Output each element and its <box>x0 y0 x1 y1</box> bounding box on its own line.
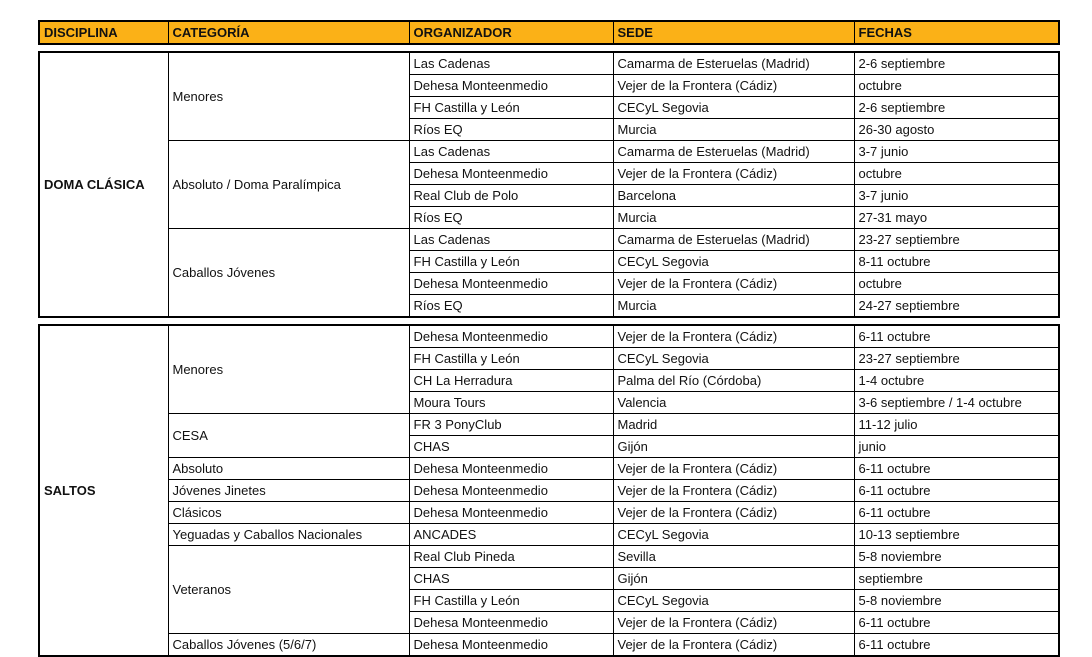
sede-cell: Vejer de la Frontera (Cádiz) <box>613 634 854 657</box>
table-header-row <box>38 20 1060 45</box>
table-row <box>39 52 1059 75</box>
col-header-sede: SEDE <box>613 21 854 44</box>
fechas-cell: 26-30 agosto <box>854 119 1059 141</box>
sede-cell: Palma del Río (Córdoba) <box>613 370 854 392</box>
fechas-cell: 3-6 septiembre / 1-4 octubre <box>854 392 1059 414</box>
sede-cell: Valencia <box>613 392 854 414</box>
organizador-cell: Ríos EQ <box>409 295 613 318</box>
sede-cell: CECyL Segovia <box>613 97 854 119</box>
fechas-cell: 11-12 julio <box>854 414 1059 436</box>
fechas-cell: octubre <box>854 75 1059 97</box>
discipline-block-doma-clasica <box>38 51 1060 318</box>
sede-cell: Vejer de la Frontera (Cádiz) <box>613 273 854 295</box>
sede-cell: Vejer de la Frontera (Cádiz) <box>613 325 854 348</box>
fechas-cell: 6-11 octubre <box>854 634 1059 657</box>
table-row <box>39 502 1059 524</box>
organizador-cell: Real Club Pineda <box>409 546 613 568</box>
sede-cell: Murcia <box>613 295 854 318</box>
fechas-cell: 6-11 octubre <box>854 480 1059 502</box>
sede-cell: Gijón <box>613 436 854 458</box>
organizador-cell: FR 3 PonyClub <box>409 414 613 436</box>
fechas-cell: 2-6 septiembre <box>854 97 1059 119</box>
organizador-cell: Moura Tours <box>409 392 613 414</box>
sede-cell: Camarma de Esteruelas (Madrid) <box>613 141 854 163</box>
fechas-cell: 10-13 septiembre <box>854 524 1059 546</box>
sede-cell: Vejer de la Frontera (Cádiz) <box>613 612 854 634</box>
organizador-cell: FH Castilla y León <box>409 97 613 119</box>
organizador-cell: Dehesa Monteenmedio <box>409 458 613 480</box>
table-row <box>39 229 1059 251</box>
table-row <box>39 480 1059 502</box>
table-row <box>39 546 1059 568</box>
disciplina-cell: SALTOS <box>39 325 168 656</box>
fechas-cell: septiembre <box>854 568 1059 590</box>
organizador-cell: FH Castilla y León <box>409 251 613 273</box>
organizador-cell: Las Cadenas <box>409 141 613 163</box>
categoria-cell: Absoluto / Doma Paralímpica <box>168 141 409 229</box>
categoria-cell: CESA <box>168 414 409 458</box>
organizador-cell: Dehesa Monteenmedio <box>409 612 613 634</box>
organizador-cell: CHAS <box>409 436 613 458</box>
table-row <box>39 524 1059 546</box>
table-row <box>39 634 1059 657</box>
organizador-cell: Ríos EQ <box>409 207 613 229</box>
sede-cell: Madrid <box>613 414 854 436</box>
col-header-organizador: ORGANIZADOR <box>409 21 613 44</box>
fechas-cell: 5-8 noviembre <box>854 546 1059 568</box>
organizador-cell: Dehesa Monteenmedio <box>409 75 613 97</box>
sede-cell: Vejer de la Frontera (Cádiz) <box>613 163 854 185</box>
sede-cell: Sevilla <box>613 546 854 568</box>
sede-cell: Murcia <box>613 207 854 229</box>
disciplina-cell: DOMA CLÁSICA <box>39 52 168 317</box>
organizador-cell: Dehesa Monteenmedio <box>409 325 613 348</box>
fechas-cell: 5-8 noviembre <box>854 590 1059 612</box>
fechas-cell: octubre <box>854 273 1059 295</box>
fechas-cell: 2-6 septiembre <box>854 52 1059 75</box>
sede-cell: Murcia <box>613 119 854 141</box>
fechas-cell: junio <box>854 436 1059 458</box>
sede-cell: CECyL Segovia <box>613 590 854 612</box>
fechas-cell: 6-11 octubre <box>854 325 1059 348</box>
sede-cell: Barcelona <box>613 185 854 207</box>
fechas-cell: 3-7 junio <box>854 141 1059 163</box>
fechas-cell: 6-11 octubre <box>854 458 1059 480</box>
discipline-block-saltos <box>38 324 1060 657</box>
header-row <box>39 21 1059 44</box>
organizador-cell: CHAS <box>409 568 613 590</box>
fechas-cell: 23-27 septiembre <box>854 348 1059 370</box>
categoria-cell: Menores <box>168 52 409 141</box>
organizador-cell: Dehesa Monteenmedio <box>409 634 613 657</box>
sede-cell: Camarma de Esteruelas (Madrid) <box>613 52 854 75</box>
sede-cell: CECyL Segovia <box>613 348 854 370</box>
organizador-cell: Las Cadenas <box>409 229 613 251</box>
discipline-blocks <box>38 51 1058 657</box>
table-row <box>39 141 1059 163</box>
organizador-cell: FH Castilla y León <box>409 348 613 370</box>
categoria-cell: Caballos Jóvenes (5/6/7) <box>168 634 409 657</box>
organizador-cell: Real Club de Polo <box>409 185 613 207</box>
organizador-cell: Dehesa Monteenmedio <box>409 273 613 295</box>
organizador-cell: CH La Herradura <box>409 370 613 392</box>
fechas-cell: octubre <box>854 163 1059 185</box>
categoria-cell: Absoluto <box>168 458 409 480</box>
sede-cell: Vejer de la Frontera (Cádiz) <box>613 75 854 97</box>
sede-cell: Vejer de la Frontera (Cádiz) <box>613 458 854 480</box>
fechas-cell: 23-27 septiembre <box>854 229 1059 251</box>
sede-cell: Camarma de Esteruelas (Madrid) <box>613 229 854 251</box>
organizador-cell: Las Cadenas <box>409 52 613 75</box>
categoria-cell: Clásicos <box>168 502 409 524</box>
col-header-fechas: FECHAS <box>854 21 1059 44</box>
fechas-cell: 24-27 septiembre <box>854 295 1059 318</box>
fechas-cell: 1-4 octubre <box>854 370 1059 392</box>
table-row <box>39 458 1059 480</box>
fechas-cell: 27-31 mayo <box>854 207 1059 229</box>
categoria-cell: Veteranos <box>168 546 409 634</box>
fechas-cell: 6-11 octubre <box>854 502 1059 524</box>
organizador-cell: Ríos EQ <box>409 119 613 141</box>
organizador-cell: FH Castilla y León <box>409 590 613 612</box>
organizador-cell: Dehesa Monteenmedio <box>409 163 613 185</box>
categoria-cell: Menores <box>168 325 409 414</box>
sede-cell: Vejer de la Frontera (Cádiz) <box>613 502 854 524</box>
table-row <box>39 414 1059 436</box>
fechas-cell: 6-11 octubre <box>854 612 1059 634</box>
col-header-categoria: CATEGORÍA <box>168 21 409 44</box>
fechas-cell: 8-11 octubre <box>854 251 1059 273</box>
sede-cell: CECyL Segovia <box>613 251 854 273</box>
fechas-cell: 3-7 junio <box>854 185 1059 207</box>
organizador-cell: Dehesa Monteenmedio <box>409 480 613 502</box>
sede-cell: Gijón <box>613 568 854 590</box>
table-row <box>39 325 1059 348</box>
organizador-cell: Dehesa Monteenmedio <box>409 502 613 524</box>
sede-cell: CECyL Segovia <box>613 524 854 546</box>
organizador-cell: ANCADES <box>409 524 613 546</box>
sede-cell: Vejer de la Frontera (Cádiz) <box>613 480 854 502</box>
categoria-cell: Caballos Jóvenes <box>168 229 409 318</box>
categoria-cell: Jóvenes Jinetes <box>168 480 409 502</box>
col-header-disciplina: DISCIPLINA <box>39 21 168 44</box>
categoria-cell: Yeguadas y Caballos Nacionales <box>168 524 409 546</box>
